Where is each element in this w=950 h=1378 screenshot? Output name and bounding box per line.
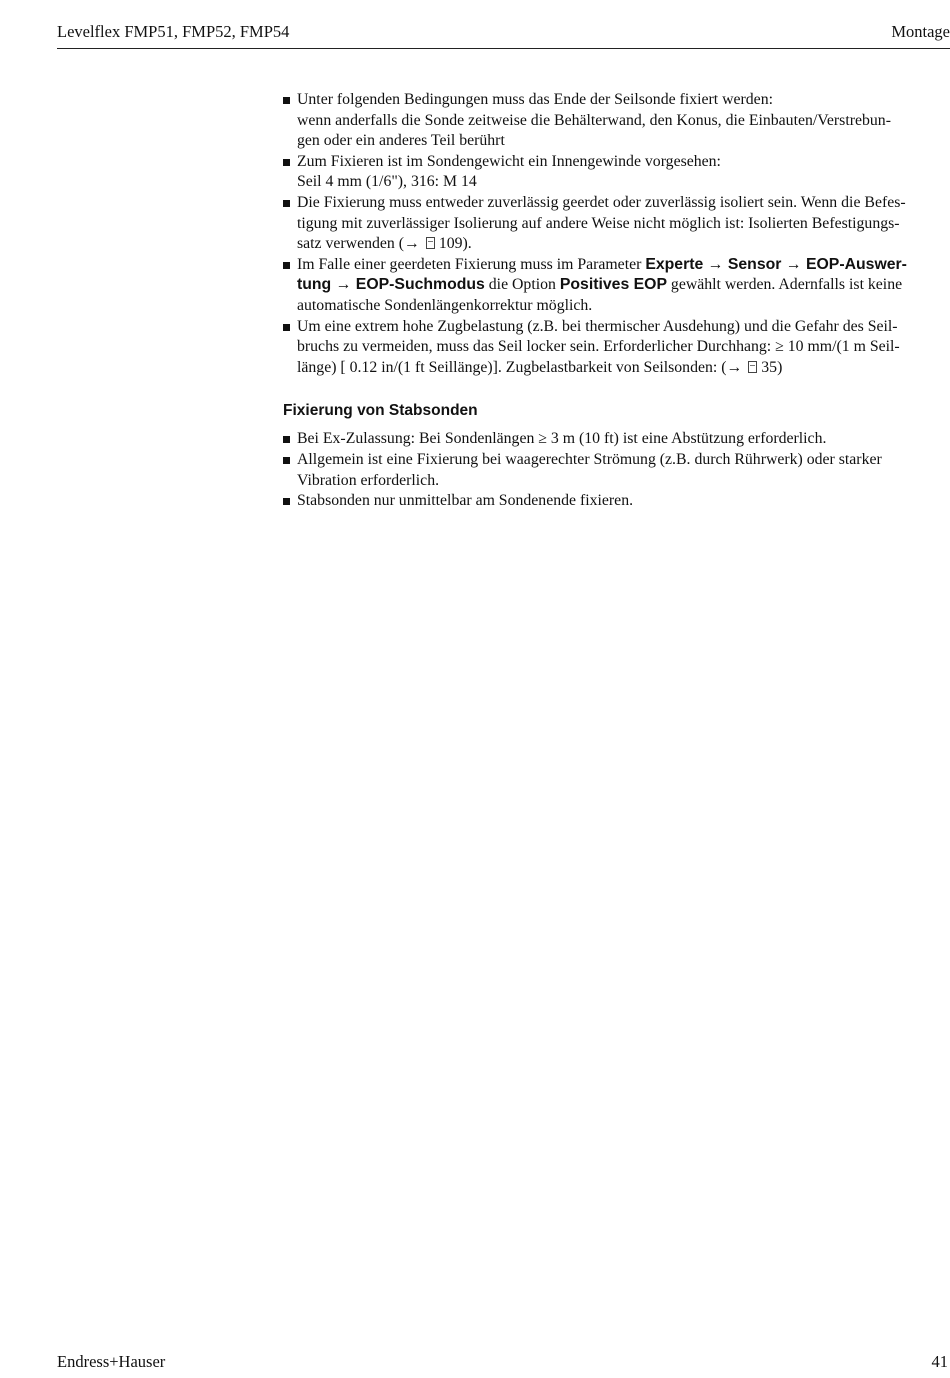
- page-reference-link[interactable]: 109).: [438, 235, 472, 253]
- text-fragment: Im Falle einer geerdeten Fixierung muss im Parameter: [297, 255, 646, 273]
- document-title: Levelflex FMP51, FMP52, FMP54: [57, 22, 290, 41]
- text-fragment: gewählt werden. Adernfalls ist keine: [666, 276, 903, 294]
- square-bullet-icon: [283, 97, 290, 104]
- square-bullet-icon: [283, 200, 290, 207]
- list-item: [283, 152, 949, 193]
- parameter-name: EOP-Suchmodus: [355, 276, 485, 294]
- main-content: [283, 90, 949, 512]
- option-name: Positives EOP: [559, 276, 667, 294]
- text-line: Vibration erforderlich.: [297, 471, 440, 489]
- text-line: [297, 255, 949, 276]
- text-line: wenn anderfalls die Sonde zeitweise die Behälterwand, den Konus, die Einbauten/Verstrebun-: [297, 111, 891, 129]
- text-line: [297, 275, 949, 296]
- list-item: [283, 450, 949, 491]
- page-reference-link[interactable]: 35): [761, 358, 783, 376]
- text-line: Seil 4 mm (1/6"), 316: M 14: [297, 173, 477, 191]
- list-item: [283, 317, 949, 379]
- square-bullet-icon: [283, 498, 290, 505]
- text-line: gen oder ein anderes Teil berührt: [297, 132, 505, 150]
- parameter-name: Experte: [645, 255, 704, 273]
- text-fragment: länge) [ 0.12 in/(1 ft Seillänge)]. Zugbelastbarkeit von Seilsonden: (→: [297, 358, 743, 376]
- section-title: Montage: [891, 22, 950, 41]
- parameter-name: tung: [297, 276, 332, 294]
- list-item: [283, 491, 949, 512]
- text-line: bruchs zu vermeiden, muss das Seil locker sein. Erforderlicher Durchhang: ≥ 10 mm/(1 m Seil-: [297, 338, 900, 356]
- text-line: tigung mit zuverlässiger Isolierung auf andere Weise nicht möglich ist: Isolierten Befestigungs-: [297, 214, 900, 232]
- square-bullet-icon: [283, 262, 290, 269]
- square-bullet-icon: [283, 159, 290, 166]
- text-line: Bei Ex-Zulassung: Bei Sondenlängen ≥ 3 m (10 ft) ist eine Abstützung erforderlich.: [297, 430, 827, 448]
- text-line: Um eine extrem hohe Zugbelastung (z.B. bei thermischer Ausdehung) und die Gefahr des Seil-: [297, 317, 898, 335]
- list-item: [283, 429, 949, 450]
- text-line: Zum Fixieren ist im Sondengewicht ein Innengewinde vorgesehen:: [297, 152, 721, 170]
- parameter-name: Sensor: [727, 255, 782, 273]
- page-number: 41: [931, 1352, 948, 1371]
- page-header: [57, 20, 950, 49]
- text-fragment: satz verwenden (→: [297, 235, 420, 253]
- arrow-text: →: [703, 255, 728, 273]
- text-line: Unter folgenden Bedingungen muss das Ende der Seilsonde fixiert werden:: [297, 91, 773, 108]
- footer-brand: Endress+Hauser: [57, 1352, 166, 1371]
- arrow-text: →: [331, 276, 356, 294]
- list-item: [283, 193, 949, 255]
- text-line: Stabsonden nur unmittelbar am Sondenende fixieren.: [297, 492, 634, 510]
- stab-bullet-list: [283, 429, 949, 511]
- text-line: [297, 358, 949, 379]
- page-reference-icon: [426, 237, 435, 249]
- square-bullet-icon: [283, 457, 290, 464]
- text-line: automatische Sondenlängenkorrektur möglich.: [297, 296, 593, 314]
- text-fragment: die Option: [484, 276, 560, 294]
- seil-bullet-list: [283, 90, 949, 378]
- square-bullet-icon: [283, 436, 290, 443]
- square-bullet-icon: [283, 324, 290, 331]
- list-item: [283, 90, 949, 152]
- text-line: [297, 234, 949, 255]
- text-line: Die Fixierung muss entweder zuverlässig geerdet oder zuverlässig isoliert sein. Wenn die Befes-: [297, 193, 906, 211]
- text-line: Allgemein ist eine Fixierung bei waagerechter Strömung (z.B. durch Rührwerk) oder starker: [297, 450, 882, 468]
- arrow-text: →: [781, 255, 806, 273]
- page-reference-icon: [748, 361, 757, 373]
- parameter-name: EOP-Auswer-: [805, 255, 907, 273]
- section-heading: Fixierung von Stabsonden: [283, 402, 478, 420]
- list-item: [283, 255, 949, 317]
